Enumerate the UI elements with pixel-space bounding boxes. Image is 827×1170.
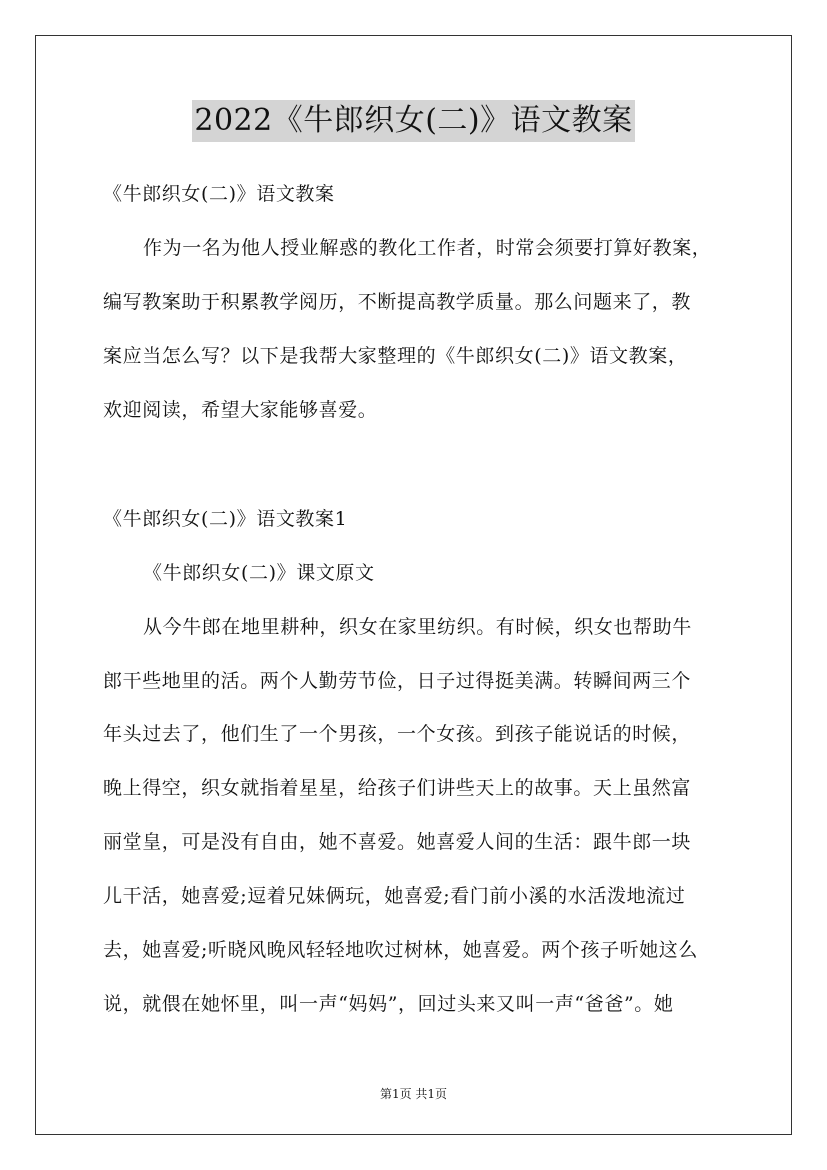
- title-container: [0, 100, 827, 142]
- body-line: 郎干些地里的活。两个人勤劳节俭，日子过得挺美满。转瞬间两三个: [103, 670, 692, 692]
- body-line: 年头过去了，他们生了一个男孩，一个女孩。到孩子能说话的时候，: [103, 723, 692, 745]
- intro-line: 欢迎阅读，希望大家能够喜爱。: [103, 399, 378, 421]
- intro-line: 作为一名为他人授业解惑的教化工作者，时常会须要打算好教案，: [143, 237, 712, 259]
- body-line: 儿干活，她喜爱;逗着兄妹俩玩，她喜爱;看门前小溪的水活泼地流过: [103, 885, 686, 907]
- body-line: 从今牛郎在地里耕种，织女在家里纺织。有时候，织女也帮助牛: [143, 616, 692, 638]
- body-line: 丽堂皇，可是没有自由，她不喜爱。她喜爱人间的生活：跟牛郎一块: [103, 831, 692, 853]
- page-footer: 第1页 共1页: [379, 1087, 448, 1101]
- section-heading: 《牛郎织女(二)》语文教案1: [103, 508, 348, 530]
- document-subtitle: 《牛郎织女(二)》语文教案: [103, 183, 335, 205]
- subsection-heading: 《牛郎织女(二)》课文原文: [143, 562, 375, 584]
- body-line: 说，就偎在她怀里，叫一声“妈妈”，回过头来又叫一声“爸爸”。她: [103, 993, 674, 1015]
- document-title: 2022《牛郎织女(二)》语文教案: [192, 100, 634, 142]
- intro-line: 编写教案助于积累教学阅历，不断提高教学质量。那么问题来了，教: [103, 291, 692, 313]
- intro-line: 案应当怎么写？以下是我帮大家整理的《牛郎织女(二)》语文教案，: [103, 345, 688, 367]
- body-line: 去，她喜爱;听晓风晚风轻轻地吹过树林，她喜爱。两个孩子听她这么: [103, 939, 699, 961]
- body-line: 晚上得空，织女就指着星星，给孩子们讲些天上的故事。天上虽然富: [103, 777, 692, 799]
